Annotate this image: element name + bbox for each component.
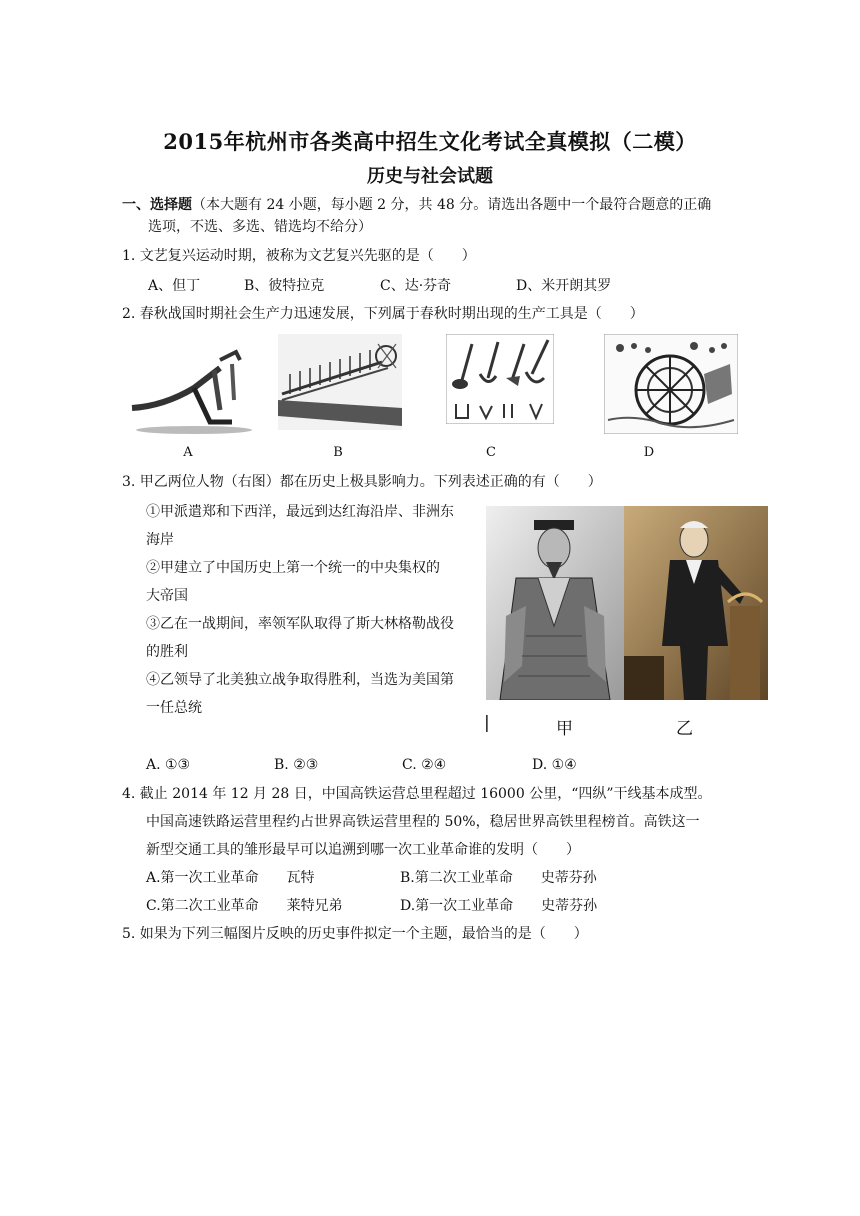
q3-statement-2: ②甲建立了中国历史上第一个统一的中央集权的 [146, 560, 440, 576]
figure-label-c: C [486, 445, 496, 460]
page-title: 2015年杭州市各类高中招生文化考试全真模拟（二模） [163, 129, 697, 154]
section-heading: 一、选择题 [122, 197, 192, 213]
q4-option-c: C.第二次工业革命 莱特兄弟 [146, 898, 343, 914]
q3-statement-4-cont: 一任总统 [146, 700, 202, 716]
portrait-yi-image [624, 506, 768, 700]
figure-label-d: D [643, 445, 655, 460]
photo-label-yi: 乙 [676, 719, 693, 739]
water-lift-image [278, 334, 402, 430]
q4-option-a: A.第一次工业革命 瓦特 [146, 870, 315, 886]
figure-label-b: B [333, 445, 343, 460]
q3-statement-3: ③乙在一战期间，率领军队取得了斯大林格勒战役 [146, 616, 454, 632]
instructions-text-2: 选项，不选、多选、错选均不给分） [148, 219, 372, 235]
q1-option-c: C、达·芬奇 [380, 278, 452, 294]
question-5-stem: 5. 如果为下列三幅图片反映的历史事件拟定一个主题，最恰当的是（ ） [122, 926, 588, 942]
question-3-stem: 3. 甲乙两位人物（右图）都在历史上极具影响力。下列表述正确的有（ ） [122, 474, 602, 490]
plough-image [124, 340, 264, 440]
question-4-stem-2: 中国高速铁路运营里程约占世界高铁运营里程的 50%，稳居世界高铁里程榜首。高铁这一 [146, 814, 700, 830]
divider-mark: | [484, 713, 490, 733]
q3-option-a: A. ①③ [146, 757, 191, 773]
q1-option-d: D、米开朗其罗 [516, 278, 612, 294]
q3-statement-1: ①甲派遣郑和下西洋，最远到达红海沿岸、非洲东 [146, 504, 454, 520]
q1-option-a: A、但丁 [148, 278, 201, 294]
q3-option-c: C. ②④ [402, 757, 447, 773]
section-instructions [122, 195, 711, 215]
q4-option-b: B.第二次工业革命 史蒂芬孙 [400, 870, 597, 886]
q1-option-b: B、彼特拉克 [244, 278, 325, 294]
q3-statement-4: ④乙领导了北美独立战争取得胜利，当选为美国第 [146, 672, 454, 688]
question-2-stem: 2. 春秋战国时期社会生产力迅速发展，下列属于春秋时期出现的生产工具是（ ） [122, 306, 644, 322]
q3-option-d: D. ①④ [532, 757, 577, 773]
page-subtitle: 历史与社会试题 [367, 166, 493, 187]
portrait-jia-image [486, 506, 624, 700]
photo-label-jia: 甲 [556, 719, 573, 739]
q3-statement-1-cont: 海岸 [146, 532, 174, 548]
instructions-text-1: （本大题有 24 小题，每小题 2 分，共 48 分。请选出各题中一个最符合题意的正确 [192, 197, 712, 213]
iron-tools-image [446, 334, 554, 424]
q3-statement-3-cont: 的胜利 [146, 644, 188, 660]
q3-statement-2-cont: 大帝国 [146, 588, 188, 604]
water-wheel-image [604, 334, 738, 434]
question-4-stem-1: 4. 截止 2014 年 12 月 28 日，中国高铁运营总里程超过 16000 公里，“四纵”干线基本成型。 [122, 786, 712, 802]
q4-option-d: D.第一次工业革命 史蒂芬孙 [400, 898, 598, 914]
q3-option-b: B. ②③ [274, 757, 319, 773]
figure-label-a: A [183, 445, 193, 460]
question-1-stem: 1. 文艺复兴运动时期，被称为文艺复兴先驱的是（ ） [122, 248, 476, 264]
question-4-stem-3: 新型交通工具的雏形最早可以追溯到哪一次工业革命谁的发明（ ） [146, 842, 580, 858]
